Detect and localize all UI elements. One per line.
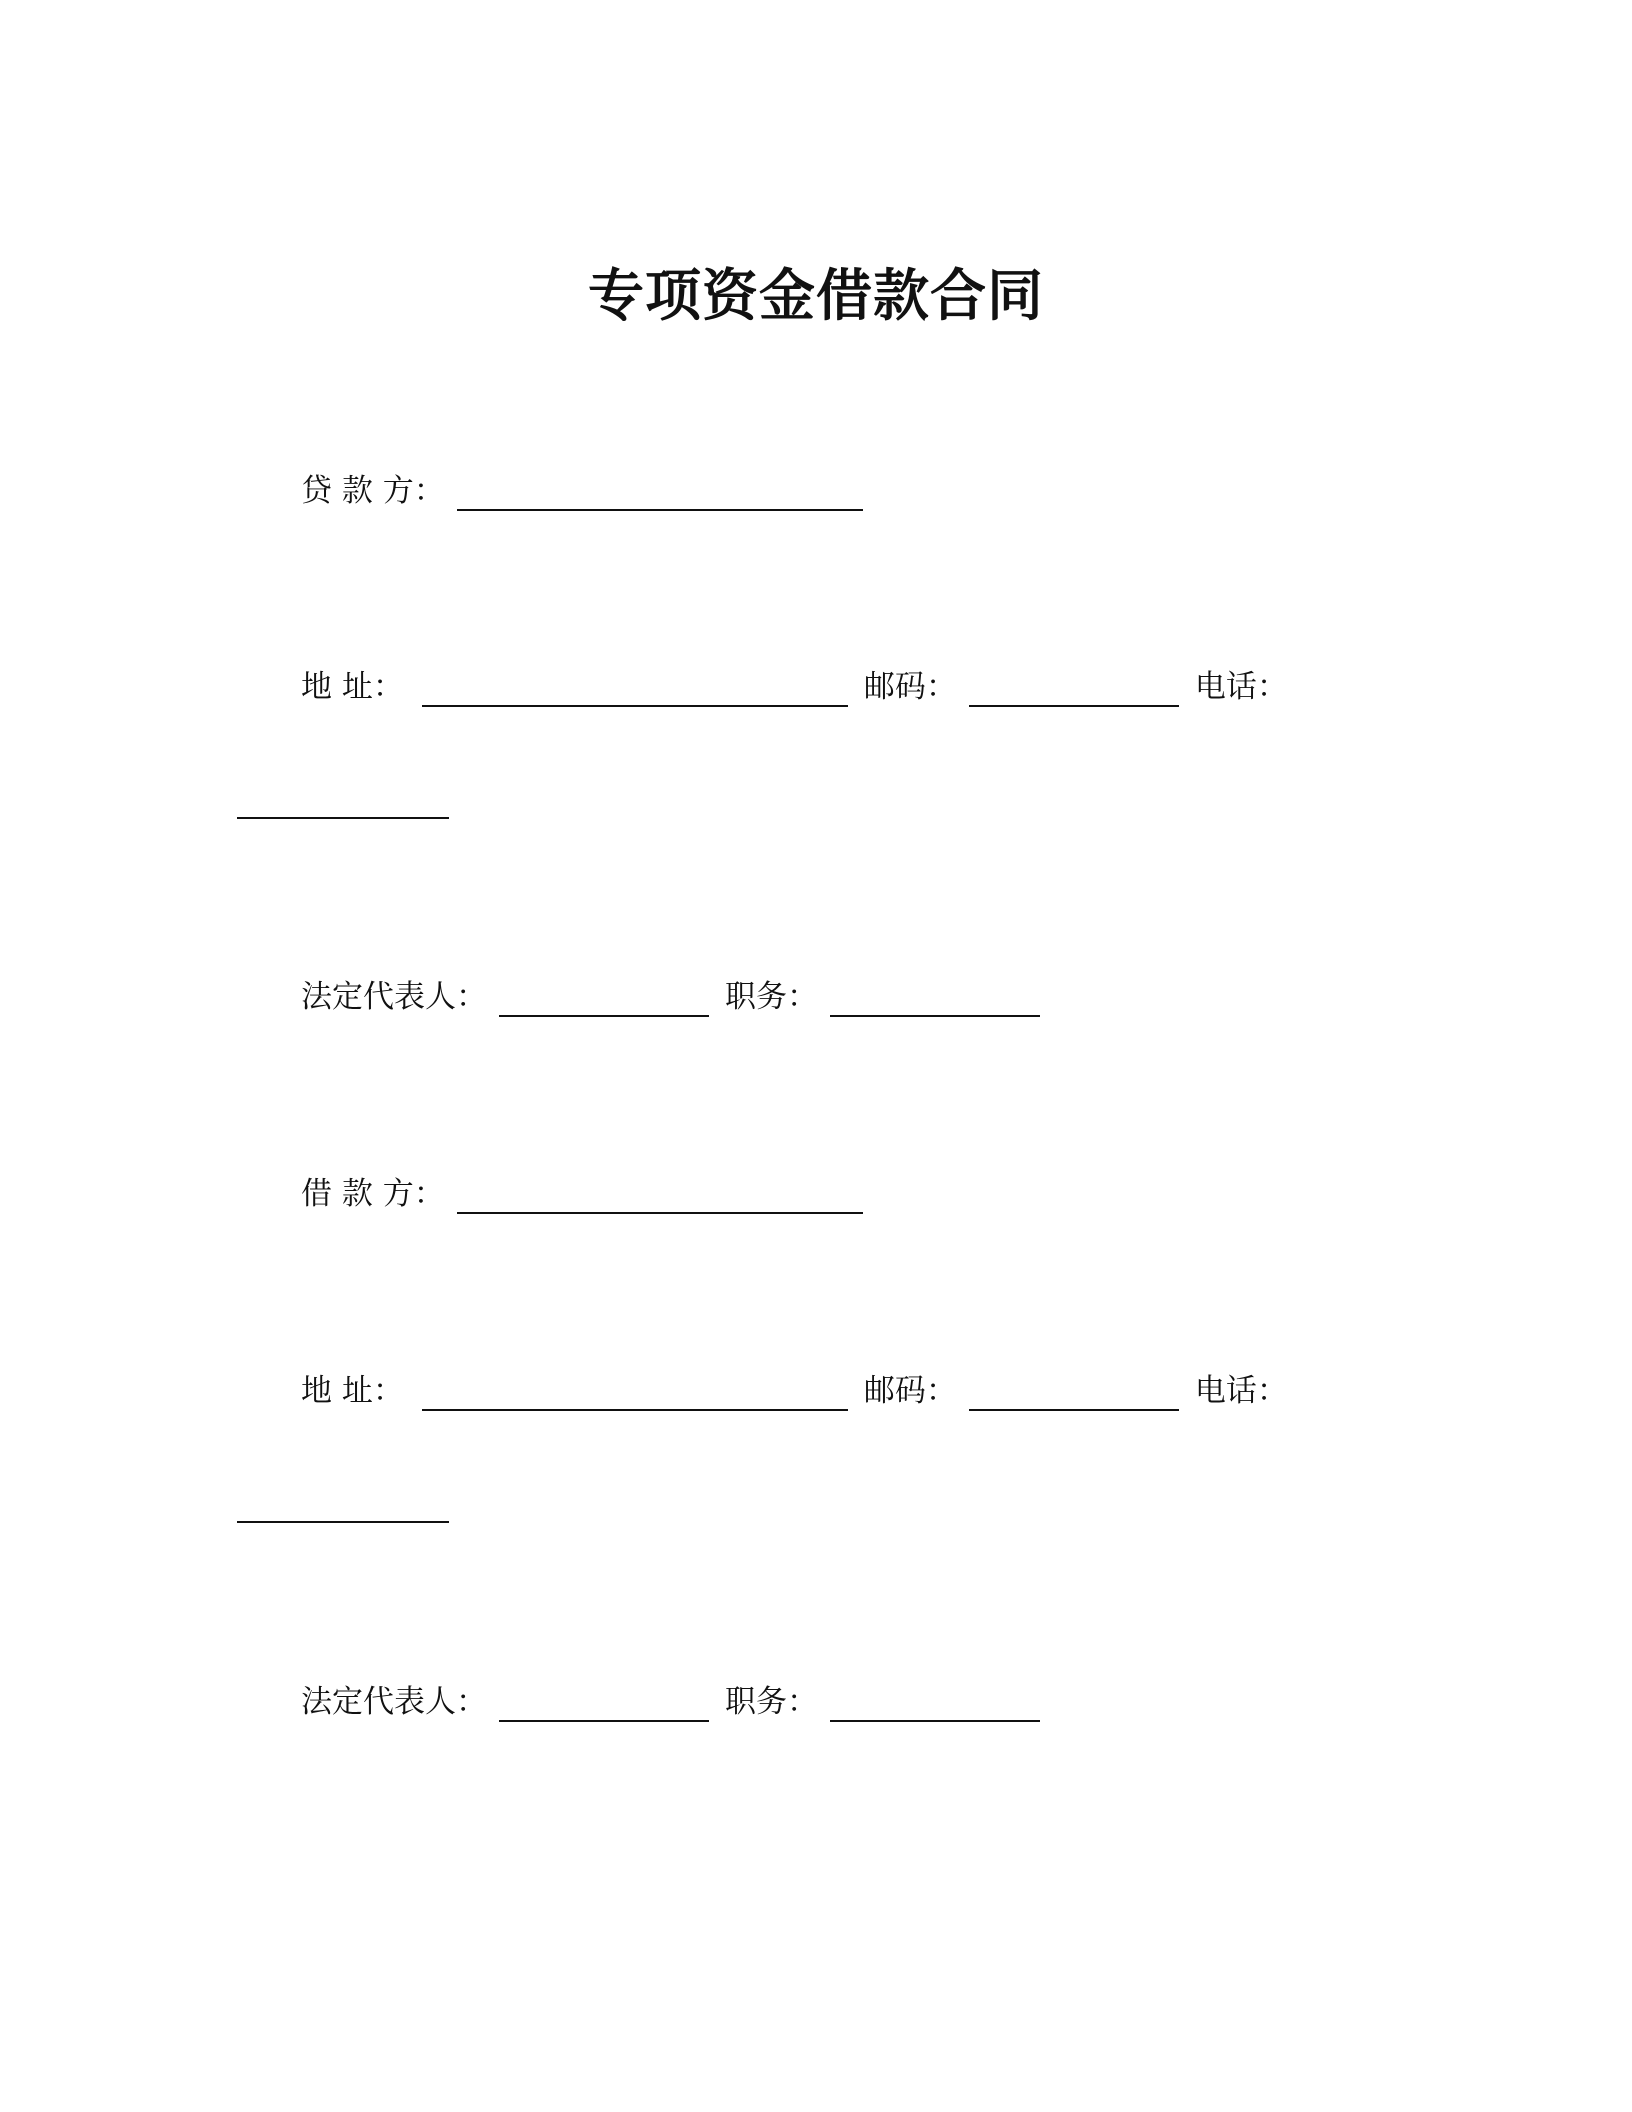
- lender-address-blank[interactable]: [422, 675, 848, 707]
- borrower-contact-line: [301, 1371, 1288, 1411]
- lender-phone-blank[interactable]: [237, 815, 449, 819]
- lender-party-line: [301, 471, 879, 511]
- lender-phone-label: 电话：: [1194, 669, 1288, 705]
- lender-postcode-blank[interactable]: [969, 675, 1179, 707]
- borrower-legal-rep-label: 法定代表人：: [301, 1684, 487, 1720]
- borrower-phone-label: 电话：: [1194, 1373, 1288, 1409]
- document-title: 专项资金借款合同: [588, 264, 1044, 329]
- borrower-party-blank[interactable]: [457, 1182, 863, 1214]
- lender-postcode-label: 邮码：: [863, 669, 957, 705]
- borrower-address-label: 地 址：: [301, 1373, 404, 1409]
- lender-rep-line: [301, 977, 1056, 1017]
- borrower-address-blank[interactable]: [422, 1379, 848, 1411]
- borrower-position-blank[interactable]: [830, 1690, 1040, 1722]
- lender-position-label: 职务：: [725, 979, 818, 1015]
- borrower-postcode-blank[interactable]: [969, 1379, 1179, 1411]
- borrower-postcode-label: 邮码：: [863, 1373, 957, 1409]
- lender-party-label: 贷 款 方：: [301, 473, 445, 509]
- lender-contact-line: [301, 667, 1288, 707]
- borrower-party-label: 借 款 方：: [301, 1176, 445, 1212]
- lender-legal-rep-label: 法定代表人：: [301, 979, 487, 1015]
- borrower-rep-line: [301, 1682, 1056, 1722]
- borrower-party-line: [301, 1174, 879, 1214]
- lender-party-blank[interactable]: [457, 479, 863, 511]
- lender-legal-rep-blank[interactable]: [499, 985, 709, 1017]
- borrower-phone-blank[interactable]: [237, 1519, 449, 1523]
- lender-position-blank[interactable]: [830, 985, 1040, 1017]
- borrower-legal-rep-blank[interactable]: [499, 1690, 709, 1722]
- borrower-position-label: 职务：: [725, 1684, 818, 1720]
- lender-address-label: 地 址：: [301, 669, 404, 705]
